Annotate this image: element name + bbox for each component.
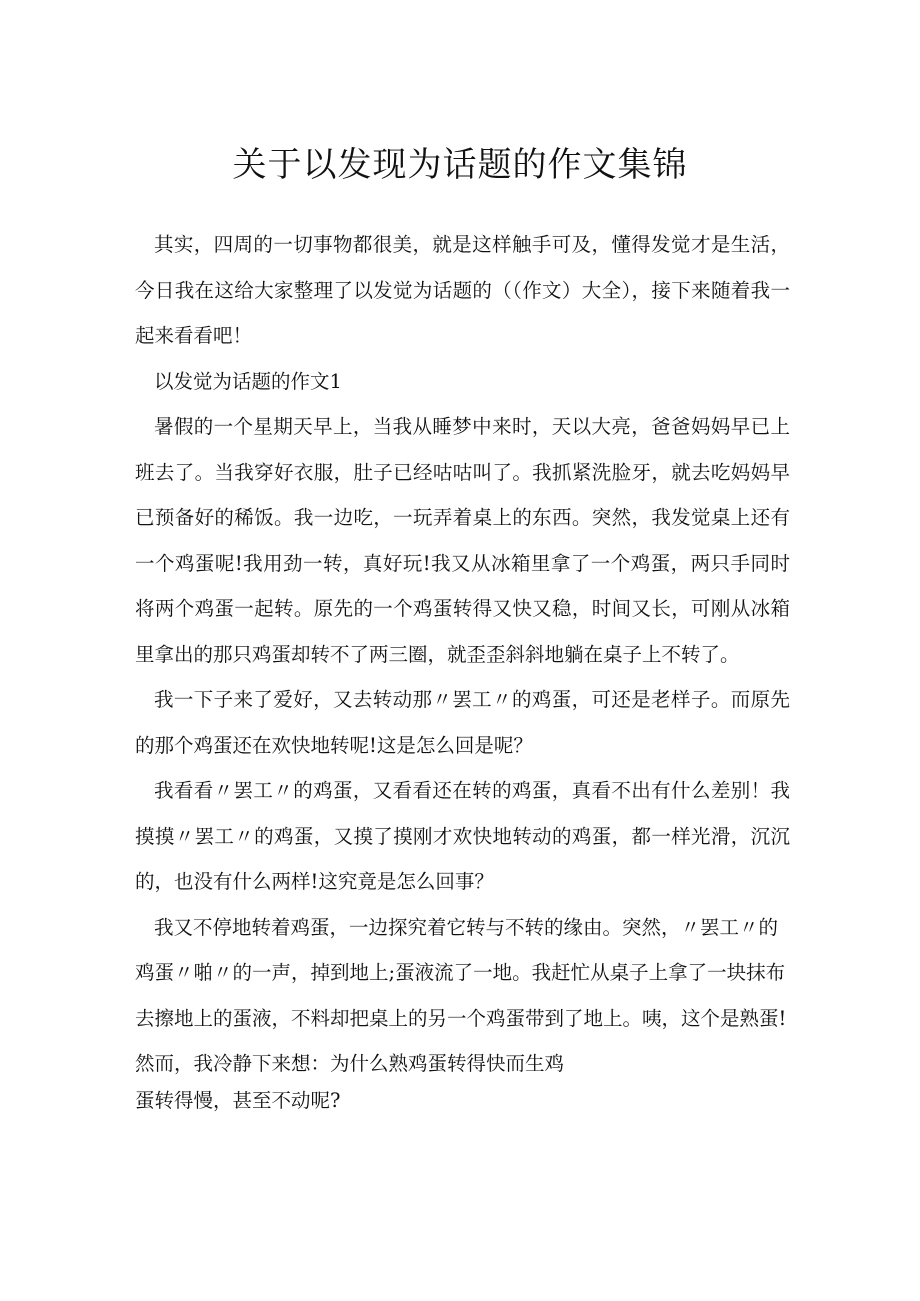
trailing-line: 蛋转得慢，甚至不动呢?: [135, 1088, 341, 1112]
body-paragraph-3: 我看看〃罢工〃的鸡蛋，又看看还在转的鸡蛋，真看不出有什么差别！我摸摸〃罢工〃的鸡蛋，又摸了摸刚才欢快地转动的鸡蛋，都一样光滑，沉沉的，也没有什么两样!这究竟是怎么回事？: [135, 779, 790, 893]
intro-paragraph: 其实，四周的一切事物都很美，就是这样触手可及，懂得发觉才是生活，今日我在这给大家整理了以发觉为话题的（（作文）大全），接下来随着我一起来看看吧！: [135, 233, 790, 347]
document-title: 关于以发现为话题的作文集锦: [232, 145, 688, 185]
body-paragraph-1: 暑假的一个星期天早上，当我从睡梦中来时，天以大亮，爸爸妈妈早已上班去了。当我穿好衣服，肚子已经咕咕叫了。我抓紧洗脸牙，就去吃妈妈早已预备好的稀饭。我一边吃，一玩弄着桌上的东西。突然，我发觉桌上还有一个鸡蛋呢!我用劲一转，真好玩!我又从冰箱里拿了一个鸡蛋，两只手同时将两个鸡蛋一起转。原先的一个鸡蛋转得又快又稳，时间又长，可刚从冰箱里拿出的那只鸡蛋却转不了两三圈，就歪歪斜斜地躺在桌子上不转了。: [135, 415, 790, 666]
body-paragraph-4: 我又不停地转着鸡蛋，一边探究着它转与不转的缘由。突然，〃罢工〃的鸡蛋〃啪〃的一声，掉到地上;蛋液流了一地。我赶忙从桌子上拿了一块抹布去擦地上的蛋液，不料却把桌上的另一个鸡蛋带到了地上。咦，这个是熟蛋!然而，我冷静下来想：为什么熟鸡蛋转得快而生鸡: [135, 915, 787, 1075]
document-body: [135, 222, 790, 1115]
section-heading: 以发觉为话题的作文1: [154, 369, 342, 393]
body-paragraph-2: 我一下子来了爱好，又去转动那〃罢工〃的鸡蛋，可还是老样子。而原先的那个鸡蛋还在欢快地转呢!这是怎么回是呢？: [135, 688, 790, 757]
